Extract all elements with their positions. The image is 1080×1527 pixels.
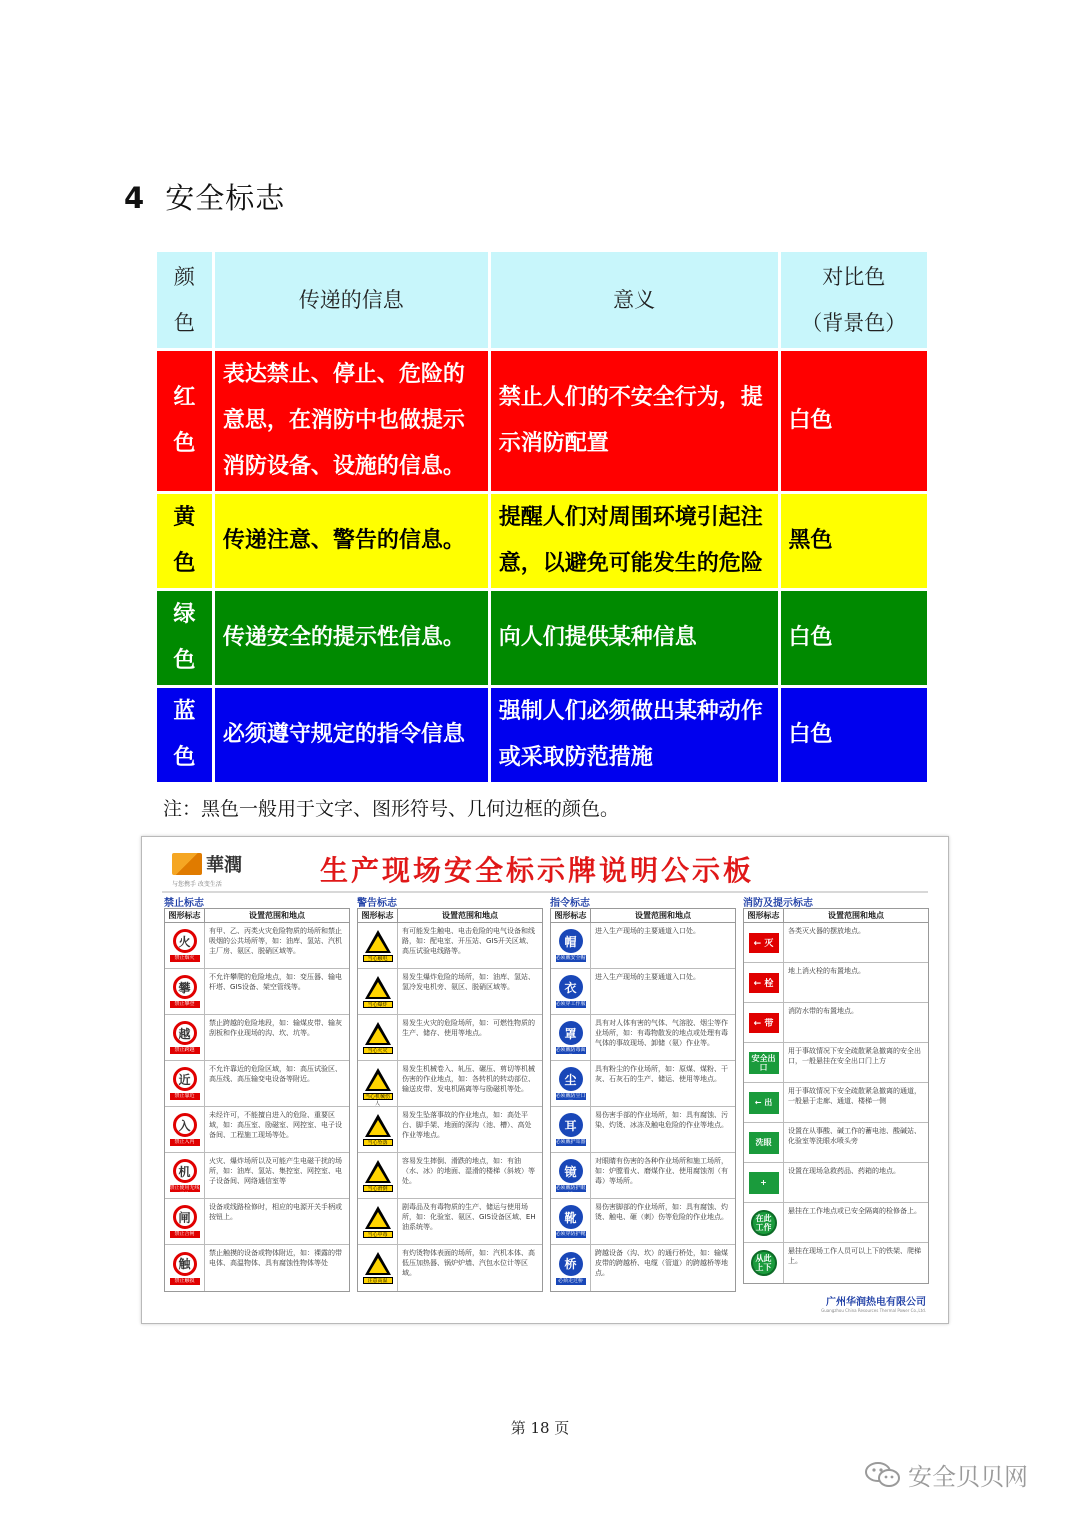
sign-label: 注意高温 <box>363 1277 393 1284</box>
sign-cell <box>744 963 784 1002</box>
header-sign: 图形标志 <box>165 909 205 922</box>
header-sign: 图形标志 <box>744 909 784 922</box>
sign-description: 有甲、乙、丙类火灾危险物质的场所和禁止吸烟的公共场所等，如：油库、氢站、汽机主厂房、氨区、脱硝区域等。 <box>209 927 342 955</box>
ear-protection-icon: 耳 <box>559 1113 583 1137</box>
page-number: 第 18 页 <box>510 1419 570 1437</box>
list-item <box>358 1153 542 1199</box>
watermark-text: 安全贝贝网 <box>908 1463 1028 1491</box>
fire-hose-sign-icon: ← 带 <box>749 1013 779 1033</box>
table-note: 注：黑色一般用于文字、图形符号、几何边框的颜色。 <box>163 798 620 820</box>
electric-shock-icon <box>365 930 391 953</box>
sign-label: 当心坠落 <box>363 1139 393 1146</box>
dust-mask-icon: 尘 <box>559 1067 583 1091</box>
list-item <box>551 1199 735 1245</box>
sign-description: 易发生爆炸危险的场所，如：油库、氢站、氢冷发电机旁、氨区、脱硝区域等。 <box>402 973 535 991</box>
table-header-row <box>157 252 927 348</box>
sign-description: 易发生火灾的危险场所，如：可燃性物质的生产、储存、使用等地点。 <box>402 1019 535 1037</box>
sign-label: 必须穿防护靴 <box>555 1231 586 1237</box>
section-title: 警告标志 <box>357 898 397 909</box>
header-desc: 设置范围和地点 <box>828 911 884 920</box>
list-item <box>165 1199 349 1245</box>
header-desc: 设置范围和地点 <box>249 911 305 920</box>
falling-icon <box>365 1114 391 1137</box>
section-items <box>357 922 543 1292</box>
sign-label: 必须戴防护眼镜 <box>555 1185 586 1198</box>
fire-warning-icon <box>365 1022 391 1045</box>
sign-description: 易伤害脚部的作业场所，如：具有腐蚀、灼烫、触电、砸（刺）伤等危险的作业地点。 <box>595 1203 728 1221</box>
sign-cell <box>358 923 398 968</box>
logo-name: 華潤 <box>206 855 242 876</box>
sign-cell <box>551 1199 591 1244</box>
list-item <box>165 969 349 1015</box>
section-table-header <box>357 908 543 922</box>
safety-exit-sign-icon: 安全出口 <box>749 1052 779 1074</box>
sign-cell <box>165 1107 205 1152</box>
section-items <box>550 922 736 1292</box>
sign-description: 消防水带的布置地点。 <box>788 1007 858 1015</box>
helmet-icon: 帽 <box>559 929 583 953</box>
no-entry-icon: 入 <box>173 1113 197 1137</box>
up-down-here-sign-icon: 从此上下 <box>751 1250 777 1276</box>
watermark <box>864 1457 1028 1492</box>
sign-description: 悬挂在现场工作人员可以上下的铁架、爬梯上。 <box>788 1247 921 1265</box>
wechat-icon <box>864 1461 902 1489</box>
section-table-header <box>164 908 350 922</box>
contrast-cell: 黑色 <box>781 494 927 588</box>
table-row-green <box>157 591 927 685</box>
sign-cell <box>551 1015 591 1060</box>
list-item <box>744 1163 928 1203</box>
list-item <box>165 1245 349 1291</box>
info-cell: 必须遵守规定的指令信息 <box>215 688 488 782</box>
sign-cell <box>165 923 205 968</box>
sign-cell <box>165 969 205 1014</box>
list-item <box>744 1123 928 1163</box>
sign-cell <box>744 1203 784 1242</box>
section-title: 消防及提示标志 <box>743 898 813 909</box>
sign-cell <box>551 923 591 968</box>
list-item <box>165 923 349 969</box>
sign-description: 具有粉尘的作业场所，如：原煤、煤粉、干灰、石灰石的生产、储运、使用等地点。 <box>595 1065 728 1083</box>
meaning-cell: 向人们提供某种信息 <box>491 591 778 685</box>
sign-label: 禁止触摸 <box>170 1278 200 1285</box>
list-item <box>551 1245 735 1291</box>
list-item <box>165 1015 349 1061</box>
sign-cell <box>165 1015 205 1060</box>
sign-label: 禁止入内 <box>170 1139 200 1146</box>
sign-description: 各类灭火器的摆放地点。 <box>788 927 865 935</box>
header-contrast: 对比色 （背景色） <box>781 252 927 348</box>
list-item <box>358 969 542 1015</box>
work-clothes-icon: 衣 <box>559 975 583 999</box>
sign-label: 必须戴安全帽 <box>555 955 586 961</box>
list-item <box>358 1199 542 1245</box>
sign-cell <box>744 1243 784 1283</box>
sign-description: 进入生产现场的主要通道入口处。 <box>595 973 700 981</box>
sign-label: 当心中毒 <box>363 1231 393 1238</box>
list-item <box>358 923 542 969</box>
sign-label: 当心火灾 <box>363 1047 393 1054</box>
no-touch-icon: 触 <box>173 1252 197 1276</box>
list-item <box>358 1061 542 1107</box>
no-climbing-icon: 攀 <box>173 975 197 999</box>
sign-cell <box>165 1061 205 1106</box>
info-cell: 传递注意、警告的信息。 <box>215 494 488 588</box>
sign-description: 用于事故情况下安全疏散紧急撤离的安全出口，一般悬挂在安全出口门上方 <box>788 1047 921 1065</box>
sign-label: 禁止靠近 <box>170 1093 200 1100</box>
fire-extinguisher-sign-icon: ← 灭 <box>749 933 779 953</box>
sign-cell <box>358 1245 398 1291</box>
sign-description: 进入生产现场的主要通道入口处。 <box>595 927 700 935</box>
list-item <box>744 1003 928 1043</box>
section-number: 4 <box>124 181 146 215</box>
no-fire-icon: 火 <box>173 929 197 953</box>
sign-description: 不允许靠近的危险区域，如：高压试验区、高压线、高压输变电设备等附近。 <box>209 1065 342 1083</box>
sign-cell <box>165 1245 205 1291</box>
color-cell: 黄 色 <box>157 494 212 588</box>
contrast-cell: 白色 <box>781 688 927 782</box>
mask-icon: 罩 <box>559 1021 583 1045</box>
list-item <box>551 923 735 969</box>
goggles-icon: 镜 <box>559 1159 583 1183</box>
sign-cell <box>744 923 784 962</box>
company-logo <box>172 851 242 888</box>
sign-cell <box>744 1043 784 1082</box>
company-name-en: Guangzhou China Resources Thermal Power Co.,Ltd. <box>821 1308 926 1313</box>
board-title: 生产现场安全标示牌说明公示板 <box>320 854 755 887</box>
sign-label: 禁止使用无线通信 <box>169 1185 200 1198</box>
section-table-header <box>550 908 736 922</box>
header-desc: 设置范围和地点 <box>635 911 691 920</box>
contrast-cell: 白色 <box>781 591 927 685</box>
sign-cell <box>358 1061 398 1106</box>
list-item <box>551 1061 735 1107</box>
sign-description: 易发生坠落事故的作业地点，如：高处平台、脚手架、地面的深沟（池、槽）、高处作业等地点。 <box>402 1111 532 1139</box>
sign-cell <box>551 1245 591 1291</box>
sign-description: 未经许可，不能擅自进入的危险、重要区域，如：高压室、励磁室、网控室、电子设备间、工程施工现场等处。 <box>209 1111 342 1139</box>
section-title: 禁止标志 <box>164 898 204 909</box>
list-item <box>165 1107 349 1153</box>
sign-description: 跨越设备（沟、坎）的通行桥处，如：输煤皮带的跨越桥、电缆（管道）的跨越桥等地点。 <box>595 1249 728 1277</box>
header-sign: 图形标志 <box>551 909 591 922</box>
list-item <box>551 1015 735 1061</box>
safety-sign-board <box>141 836 949 1324</box>
board-divider <box>162 891 928 893</box>
info-cell: 传递安全的提示性信息。 <box>215 591 488 685</box>
sign-cell <box>551 969 591 1014</box>
section-items <box>743 922 929 1284</box>
no-crossing-icon: 越 <box>173 1021 197 1045</box>
list-item <box>165 1061 349 1107</box>
sign-cell <box>744 1083 784 1122</box>
protective-boots-icon: 靴 <box>559 1205 583 1229</box>
board-section <box>164 894 350 1292</box>
section-title: 指令标志 <box>550 898 590 909</box>
board-section <box>550 894 736 1292</box>
list-item <box>358 1015 542 1061</box>
safety-color-table <box>154 249 930 785</box>
info-cell: 表达禁止、停止、危险的意思，在消防中也做提示消防设备、设施的信息。 <box>215 351 488 491</box>
logo-mark-icon <box>172 853 202 875</box>
list-item <box>358 1107 542 1153</box>
sign-label: 当心爆炸 <box>363 1001 393 1008</box>
color-cell: 蓝 色 <box>157 688 212 782</box>
sign-description: 用于事故情况下安全疏散紧急撤离的通道，一般悬于走廊、通道、楼梯一侧 <box>788 1087 921 1105</box>
sign-cell <box>358 1015 398 1060</box>
sign-cell <box>358 969 398 1014</box>
sign-label: 禁止烟火 <box>170 955 200 962</box>
sign-description: 悬挂在工作地点或已安全隔离的检修备上。 <box>788 1207 921 1215</box>
sign-description: 禁止触摸的设备或物体附近，如：裸露的带电体、高温物体、具有腐蚀性物体等处 <box>209 1249 342 1267</box>
sign-description: 设置在从事酸、碱工作的蓄电池、酸碱站、化验室等洗眼水喷头旁 <box>788 1127 921 1145</box>
slip-icon <box>365 1160 391 1183</box>
board-section <box>743 894 929 1284</box>
explosion-icon <box>365 976 391 999</box>
sign-cell <box>551 1153 591 1198</box>
sign-description: 易发生机械卷入、轧压、碾压、剪切等机械伤害的作业地点，如：各转机的转动部位、输送皮带、发电机隔离等与励磁机等处。 <box>402 1065 535 1093</box>
section-items <box>164 922 350 1292</box>
list-item <box>744 1043 928 1083</box>
sign-label: 必须戴防尘口罩 <box>555 1093 586 1106</box>
sign-description: 禁止跨越的危险地段，如：输煤皮带、输灰刮板和作业现场的沟、坎、坑等。 <box>209 1019 342 1037</box>
meaning-cell: 强制人们必须做出某种动作或采取防范措施 <box>491 688 778 782</box>
table-row-red <box>157 351 927 491</box>
header-color: 颜 色 <box>157 252 212 348</box>
sign-label: 禁止跨越 <box>170 1047 200 1054</box>
table-row-yellow <box>157 494 927 588</box>
sign-description: 易伤害手部的作业场所，如：具有腐蚀、污染、灼烫、冰冻及触电危险的作业等地点。 <box>595 1111 728 1129</box>
list-item <box>358 1245 542 1291</box>
fire-hydrant-sign-icon: ← 栓 <box>749 973 779 993</box>
sign-description: 有灼烫物体表面的场所，如：汽机本体、高低压加热器、锅炉炉墙、汽包水位计等区域。 <box>402 1249 535 1277</box>
use-overpass-icon: 桥 <box>559 1252 583 1276</box>
sign-label: 当心机械伤人 <box>363 1093 393 1100</box>
sign-description: 有可能发生触电、电击危险的电气设备和线路，如：配电室、开压站、GIS开关区域、高压试验电线路等。 <box>402 927 535 955</box>
sign-label: 禁止合闸 <box>170 1231 200 1238</box>
sign-label: 当心触电 <box>363 955 393 962</box>
sign-description: 具有对人体有害的气体、气溶胶、烟尘等作业场所，如：有毒物散发的地点或处理有毒气体的事故现场、卸储（氨）作业等。 <box>595 1019 728 1047</box>
no-access-icon: 近 <box>173 1067 197 1091</box>
header-desc: 设置范围和地点 <box>442 911 498 920</box>
list-item <box>744 923 928 963</box>
list-item <box>165 1153 349 1199</box>
list-item <box>744 1083 928 1123</box>
sign-description: 容易发生摔倒、滑跌的地点，如：有油（水、冰）的地面、湿滑的楼梯（斜坡）等处。 <box>402 1157 535 1185</box>
header-meaning: 意义 <box>491 252 778 348</box>
working-here-sign-icon: 在此工作 <box>751 1210 777 1236</box>
sign-cell <box>165 1153 205 1198</box>
sign-description: 对眼睛有伤害的各种作业场所和施工场所，如：炉膛看火、磨煤作业、使用腐蚀剂（有毒）等场所。 <box>595 1157 728 1185</box>
sign-label: 禁止攀登 <box>170 1001 200 1008</box>
list-item <box>551 1153 735 1199</box>
list-item <box>744 963 928 1003</box>
list-item <box>744 1243 928 1283</box>
sign-description: 不允许攀爬的危险地点，如：变压器、输电杆塔、GIS设备、架空管线等。 <box>209 973 342 991</box>
board-section <box>357 894 543 1292</box>
no-switch-on-icon: 闸 <box>173 1205 197 1229</box>
header-info: 传递的信息 <box>215 252 488 348</box>
section-title: 安全标志 <box>165 181 286 215</box>
color-cell: 绿 色 <box>157 591 212 685</box>
sign-label: 必须穿工作服 <box>555 1001 586 1007</box>
first-aid-sign-icon: + <box>749 1172 779 1194</box>
exit-arrow-sign-icon: ← 出 <box>749 1092 779 1114</box>
sign-description: 设备或线路检修时，相应的电源开关手柄或按钮上。 <box>209 1203 342 1221</box>
sign-cell <box>744 1163 784 1202</box>
meaning-cell: 禁止人们的不安全行为，提示消防配置 <box>491 351 778 491</box>
sign-cell <box>358 1107 398 1152</box>
header-sign: 图形标志 <box>358 909 398 922</box>
no-phone-icon: 机 <box>173 1159 197 1183</box>
sign-cell <box>744 1003 784 1042</box>
contrast-cell: 白色 <box>781 351 927 491</box>
sign-cell <box>165 1199 205 1244</box>
sign-cell <box>744 1123 784 1162</box>
sign-description: 火灾、爆炸场所以及可能产生电磁干扰的场所，如：油库、氢站、集控室、网控室、电子设备间、网络通信室等 <box>209 1157 342 1185</box>
sign-label: 当心滑倒 <box>363 1185 393 1192</box>
sign-label: 必须戴护耳器 <box>555 1139 586 1145</box>
sign-cell <box>551 1107 591 1152</box>
list-item <box>551 1107 735 1153</box>
section-table-header <box>743 908 929 922</box>
hot-surface-icon <box>365 1252 391 1275</box>
poison-icon <box>365 1206 391 1229</box>
sign-label: 必须走过桥 <box>556 1278 586 1285</box>
logo-slogan: 与您携手 改变生活 <box>172 881 222 888</box>
eye-wash-sign-icon: 洗眼 <box>749 1132 779 1154</box>
table-row-blue <box>157 688 927 782</box>
sign-cell <box>551 1061 591 1106</box>
list-item <box>551 969 735 1015</box>
company-name: 广州华润热电有限公司 Guangzhou China Resources Thermal Power Co.,Ltd. <box>821 1297 926 1313</box>
section-heading <box>124 176 285 217</box>
mechanical-injury-icon <box>365 1068 391 1091</box>
sign-label: 必须戴防毒面具 <box>555 1047 586 1060</box>
sign-description: 剧毒品及有毒物质的生产、储运与使用场所，如：化验室、氨区、GIS设备区域、EH油系统等。 <box>402 1203 536 1231</box>
list-item <box>744 1203 928 1243</box>
color-cell: 红 色 <box>157 351 212 491</box>
sign-description: 设置在现场急救药品、药箱的地点。 <box>788 1167 900 1175</box>
sign-cell <box>358 1153 398 1198</box>
meaning-cell: 提醒人们对周围环境引起注意，以避免可能发生的危险 <box>491 494 778 588</box>
sign-cell <box>358 1199 398 1244</box>
sign-description: 地上消火栓的布置地点。 <box>788 967 865 975</box>
